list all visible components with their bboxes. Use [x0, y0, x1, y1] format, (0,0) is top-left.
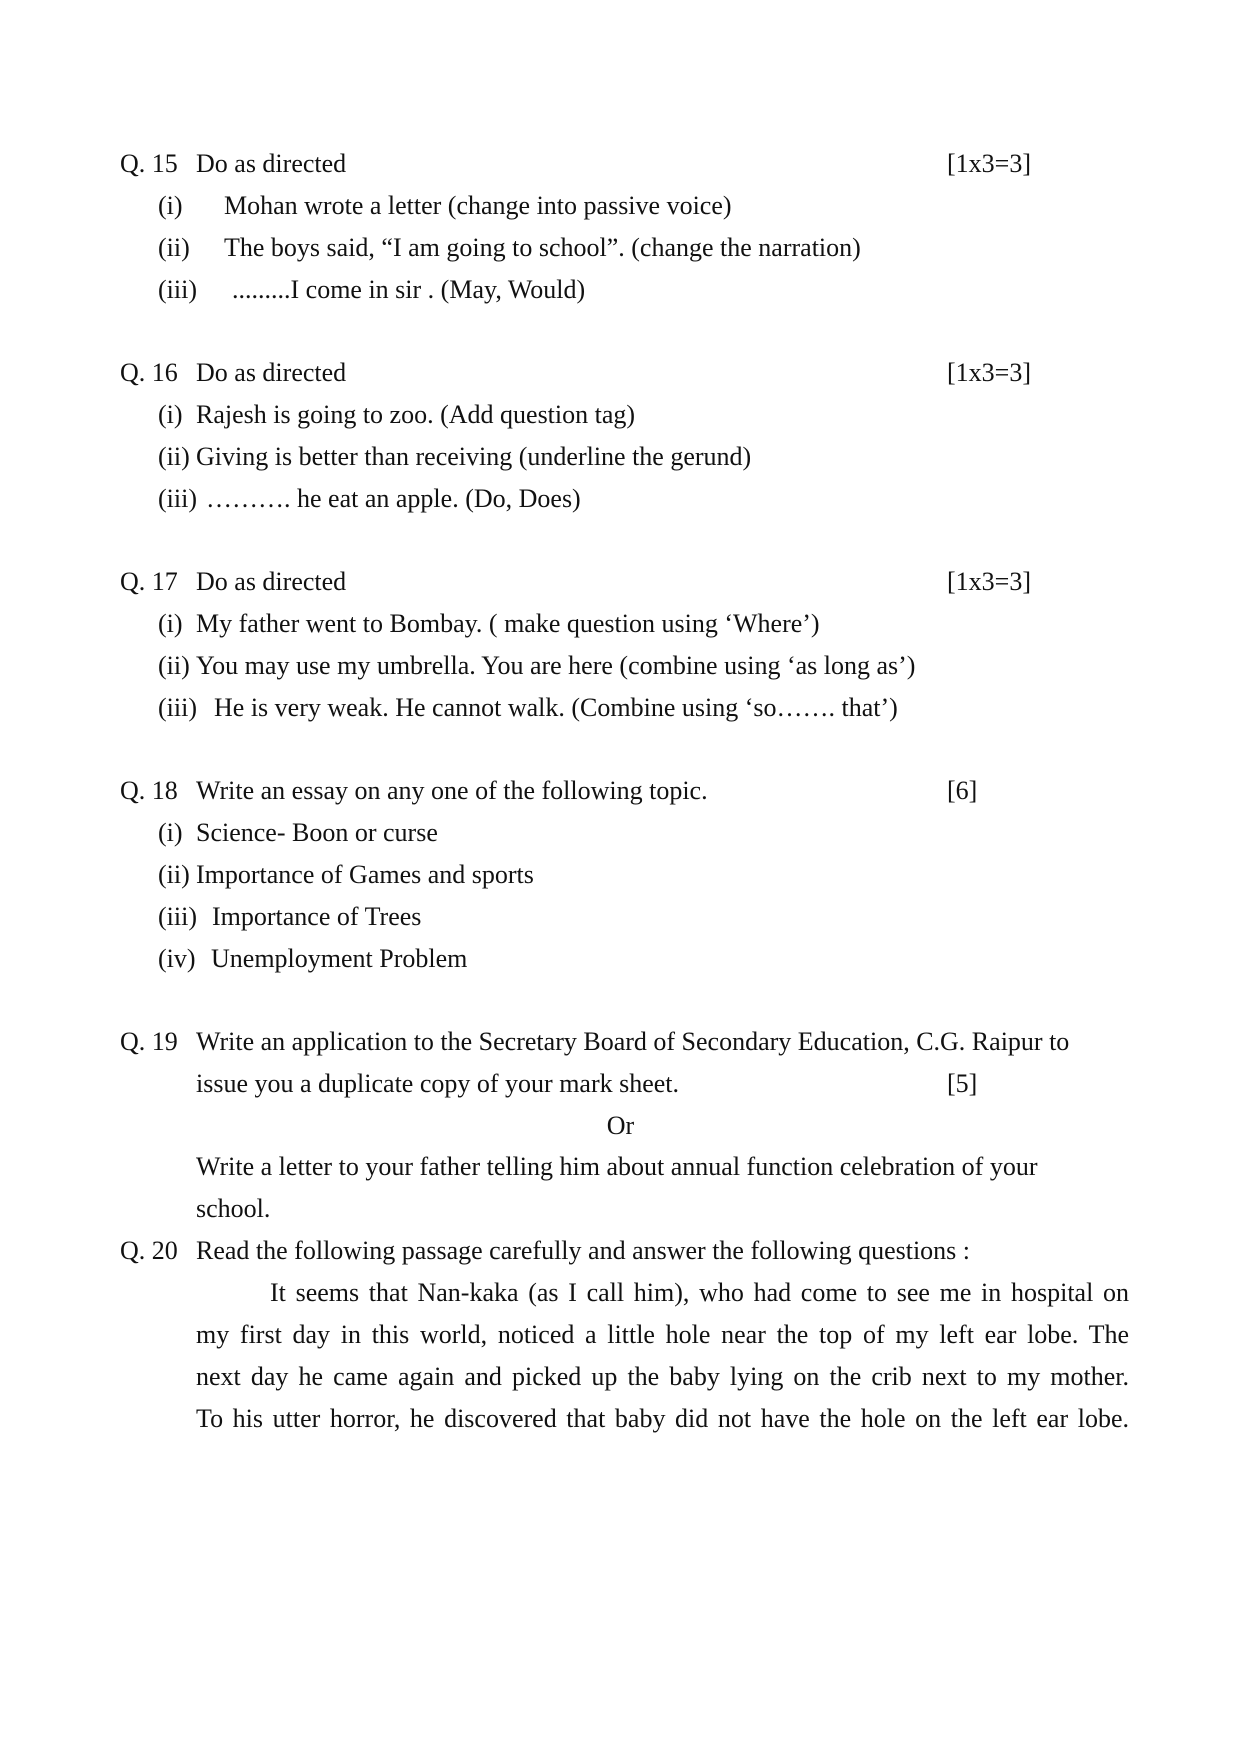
item-number: (ii) — [158, 860, 190, 889]
item-text: Mohan wrote a letter (change into passive voice) — [224, 191, 732, 220]
question-number: Q. 20 — [120, 1236, 178, 1265]
item-number: (i) — [158, 400, 183, 429]
marks-label: [1x3=3] — [947, 149, 1031, 178]
marks-label: [5] — [947, 1069, 978, 1098]
item-number: (iii) — [158, 693, 197, 722]
question-number: Q. 19 — [120, 1027, 178, 1056]
marks-label: [1x3=3] — [947, 567, 1031, 596]
item-number: (ii) — [158, 442, 190, 471]
marks-label: [1x3=3] — [947, 358, 1031, 387]
question-number: Q. 16 — [120, 358, 178, 387]
item-number: (ii) — [158, 651, 190, 680]
question-title: Do as directed — [196, 567, 347, 596]
alternative-question-text: Write a letter to your father telling him about annual function celebration of your — [196, 1152, 1038, 1181]
item-text: ………. he eat an apple. (Do, Does) — [206, 484, 581, 513]
question-title: Do as directed — [196, 149, 347, 178]
item-text: You may use my umbrella. You are here (combine using ‘as long as’) — [196, 651, 916, 680]
item-text: He is very weak. He cannot walk. (Combine using ‘so……. that’) — [214, 693, 898, 722]
marks-label: [6] — [947, 776, 978, 805]
item-number: (ii) — [158, 233, 190, 262]
item-number: (iii) — [158, 275, 197, 304]
question-title: Read the following passage carefully and answer the following questions : — [196, 1236, 971, 1265]
question-title: Do as directed — [196, 358, 347, 387]
item-text: .........I come in sir . (May, Would) — [232, 275, 586, 304]
item-text: Unemployment Problem — [211, 944, 468, 973]
or-separator: Or — [606, 1111, 635, 1140]
item-number: (iii) — [158, 484, 197, 513]
item-text: The boys said, “I am going to school”. (change the narration) — [224, 233, 861, 262]
passage-line: my first day in this world, noticed a little hole near the top of my left ear lobe. The — [196, 1320, 1129, 1349]
passage-line: To his utter horror, he discovered that baby did not have the hole on the left ear lobe. — [196, 1404, 1129, 1433]
question-number: Q. 18 — [120, 776, 178, 805]
item-number: (iii) — [158, 902, 197, 931]
alternative-question-text-continued: school. — [196, 1194, 271, 1223]
item-number: (iv) — [158, 944, 196, 973]
question-number: Q. 15 — [120, 149, 178, 178]
item-text: Rajesh is going to zoo. (Add question tag) — [196, 400, 636, 429]
passage-line: It seems that Nan-kaka (as I call him), who had come to see me in hospital on — [270, 1278, 1129, 1307]
item-number: (i) — [158, 818, 183, 847]
item-text: Giving is better than receiving (underline the gerund) — [196, 442, 752, 471]
item-text: Importance of Trees — [212, 902, 422, 931]
item-number: (i) — [158, 609, 183, 638]
item-number: (i) — [158, 191, 183, 220]
question-title: Write an essay on any one of the following topic. — [196, 776, 708, 805]
item-text: Science- Boon or curse — [196, 818, 438, 847]
item-text: Importance of Games and sports — [196, 860, 534, 889]
question-text-continued: issue you a duplicate copy of your mark sheet. — [196, 1069, 680, 1098]
passage-line: next day he came again and picked up the baby lying on the crib next to my mother. — [196, 1362, 1129, 1391]
question-number: Q. 17 — [120, 567, 178, 596]
question-text: Write an application to the Secretary Board of Secondary Education, C.G. Raipur to — [196, 1027, 1070, 1056]
item-text: My father went to Bombay. ( make question using ‘Where’) — [196, 609, 820, 638]
